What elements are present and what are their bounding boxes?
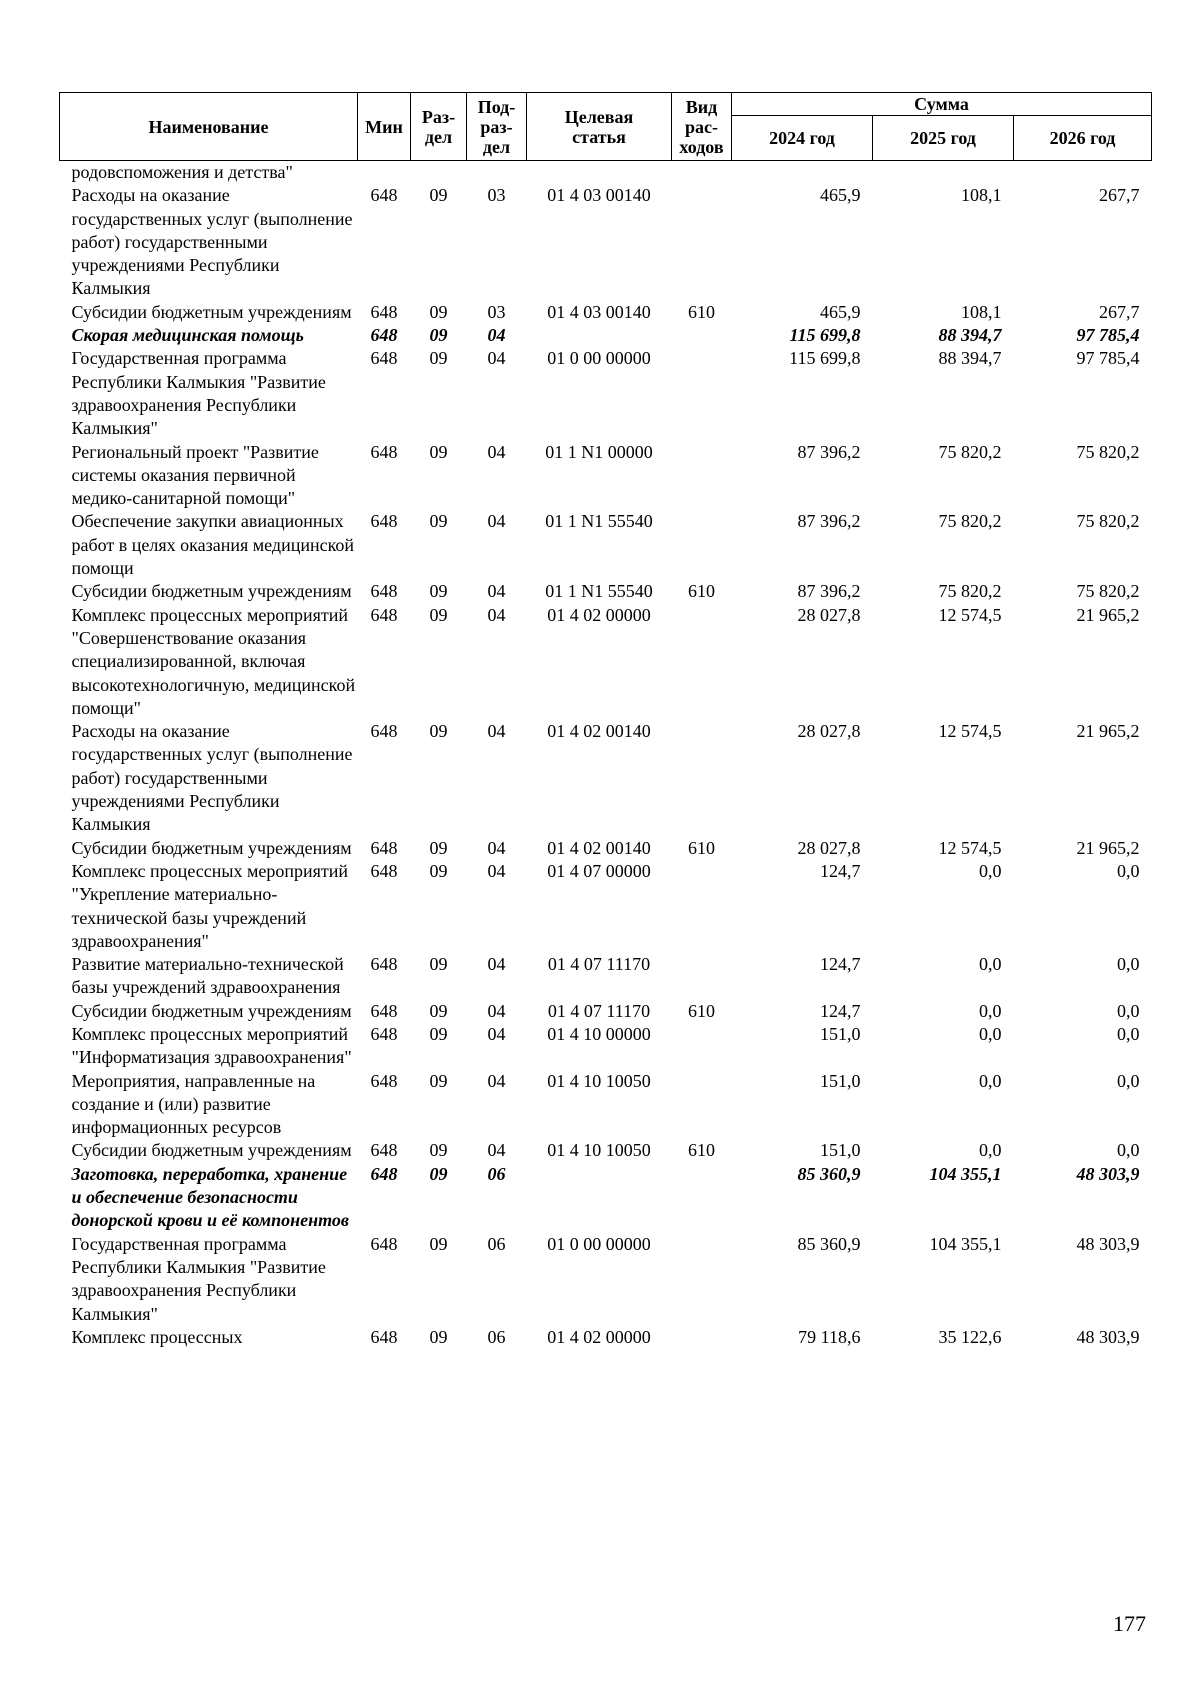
row-amount-2024: 151,0 (820, 1070, 861, 1091)
row-subsection: 06 (487, 1233, 506, 1254)
table-row (60, 1163, 1152, 1233)
row-expense-type (672, 860, 732, 953)
table-row (60, 604, 1152, 720)
row-name: Комплекс процессных мероприятий "Информатизация здравоохранения" (71, 1023, 352, 1068)
row-section: 09 (429, 604, 448, 625)
row-subsection: 04 (487, 1023, 506, 1044)
row-amount-2024: 85 360,9 (797, 1233, 861, 1254)
header-target-article: Целевая статья (527, 93, 672, 161)
table-row (60, 860, 1152, 953)
row-name: Мероприятия, направленные на создание и (или) развитие информационных ресурсов (71, 1070, 316, 1138)
table-row (60, 1233, 1152, 1326)
row-amount-2025: 0,0 (979, 860, 1002, 881)
row-ministry: 648 (370, 441, 398, 462)
row-amount-2025: 75 820,2 (938, 511, 1002, 532)
header-podrazdel: Под- раз- дел (467, 93, 527, 161)
row-ministry: 648 (370, 348, 398, 369)
row-amount-2025: 12 574,5 (938, 837, 1002, 858)
row-name: Расходы на оказание государственных услуг (выполнение работ) государственными учреждениями Республики Калмыкия (71, 185, 353, 299)
row-target-article: 01 1 N1 00000 (545, 441, 653, 462)
header-name: Наименование (60, 93, 358, 161)
row-amount-2025: 88 394,7 (938, 348, 1002, 369)
row-expense-type (672, 510, 732, 580)
row-ministry: 648 (370, 1000, 398, 1021)
table-row (60, 510, 1152, 580)
row-amount-2024: 28 027,8 (797, 837, 861, 858)
budget-document (59, 92, 1151, 1349)
row-amount-2024: 87 396,2 (797, 581, 861, 602)
row-amount-2024: 115 699,8 (789, 348, 861, 369)
row-amount-2025: 104 355,1 (929, 1163, 1002, 1184)
row-target-article: 01 4 10 10050 (547, 1070, 651, 1091)
row-target-article (527, 324, 672, 347)
row-name: Комплекс процессных мероприятий "Совершенствование оказания специализированной, включая высокотехнологичную, медицинской помощи" (71, 604, 356, 718)
row-amount-2025: 12 574,5 (938, 604, 1002, 625)
row-expense-type (672, 953, 732, 1000)
table-row (60, 1000, 1152, 1023)
row-amount-2024: 124,7 (820, 954, 861, 975)
row-subsection (467, 161, 527, 185)
row-ministry: 648 (370, 1163, 398, 1184)
row-amount-2026: 97 785,4 (1076, 325, 1140, 346)
row-ministry: 648 (370, 721, 398, 742)
row-expense-type: 610 (688, 301, 715, 322)
row-target-article: 01 1 N1 55540 (545, 581, 653, 602)
row-expense-type: 610 (688, 1000, 715, 1021)
row-amount-2025: 35 122,6 (938, 1326, 1002, 1347)
row-name: Комплекс процессных мероприятий "Укрепление материально-технической базы учреждений здравоохранения" (71, 860, 349, 951)
table-row (60, 1139, 1152, 1162)
row-amount-2026: 21 965,2 (1076, 837, 1140, 858)
row-name: Субсидии бюджетным учреждениям (71, 581, 352, 602)
row-ministry: 648 (370, 581, 398, 602)
row-section: 09 (429, 1000, 448, 1021)
row-amount-2026: 48 303,9 (1076, 1163, 1140, 1184)
row-amount-2025: 108,1 (961, 185, 1002, 206)
row-section: 09 (429, 1233, 448, 1254)
row-ministry: 648 (370, 604, 398, 625)
row-ministry: 648 (370, 511, 398, 532)
row-amount-2026: 97 785,4 (1076, 348, 1140, 369)
row-section: 09 (429, 301, 448, 322)
row-amount-2026: 0,0 (1117, 1070, 1140, 1091)
row-section: 09 (429, 1163, 448, 1184)
row-subsection: 04 (487, 954, 506, 975)
row-subsection: 04 (487, 721, 506, 742)
row-expense-type (672, 441, 732, 511)
row-name: Субсидии бюджетным учреждениям (71, 837, 352, 858)
row-amount-2026: 21 965,2 (1076, 721, 1140, 742)
row-amount-2026: 0,0 (1117, 860, 1140, 881)
table-row (60, 1070, 1152, 1140)
row-target-article: 01 0 00 00000 (547, 348, 651, 369)
row-subsection: 04 (487, 1070, 506, 1091)
row-target-article (527, 1163, 672, 1233)
table-row (60, 720, 1152, 836)
row-subsection: 06 (487, 1326, 506, 1347)
row-subsection: 04 (487, 1000, 506, 1021)
table-row (60, 441, 1152, 511)
row-name: родовспоможения и детства" (71, 162, 293, 182)
row-target-article: 01 4 02 00140 (547, 721, 651, 742)
row-expense-type (672, 604, 732, 720)
row-section: 09 (429, 837, 448, 858)
row-name: Комплекс процессных (71, 1326, 243, 1347)
row-subsection: 04 (487, 581, 506, 602)
row-target-article: 01 4 03 00140 (547, 301, 651, 322)
row-amount-2024: 124,7 (820, 1000, 861, 1021)
row-amount-2026: 48 303,9 (1076, 1233, 1140, 1254)
row-subsection: 04 (487, 1140, 506, 1161)
header-razdel: Раз- дел (411, 93, 467, 161)
row-subsection: 03 (487, 301, 506, 322)
row-amount-2026: 48 303,9 (1076, 1326, 1140, 1347)
header-year-2025: 2025 год (873, 116, 1014, 161)
row-amount-2026: 0,0 (1117, 1140, 1140, 1161)
row-amount-2024: 28 027,8 (797, 604, 861, 625)
row-amount-2025 (873, 161, 1014, 185)
row-section: 09 (429, 1326, 448, 1347)
row-section: 09 (429, 1023, 448, 1044)
row-section: 09 (429, 348, 448, 369)
row-amount-2025: 0,0 (979, 1023, 1002, 1044)
row-amount-2025: 12 574,5 (938, 721, 1002, 742)
row-amount-2026 (1014, 161, 1152, 185)
table-body (60, 161, 1152, 1350)
row-target-article: 01 4 02 00140 (547, 837, 651, 858)
row-section: 09 (429, 185, 448, 206)
table-row (60, 1326, 1152, 1349)
row-ministry: 648 (370, 837, 398, 858)
row-target-article: 01 4 02 00000 (547, 1326, 651, 1347)
row-name: Субсидии бюджетным учреждениям (71, 1140, 352, 1161)
row-target-article: 01 4 07 11170 (547, 1000, 651, 1021)
header-min: Мин (358, 93, 411, 161)
table-row (60, 837, 1152, 860)
row-name: Государственная программа Республики Калмыкия "Развитие здравоохранения Республики Калмыкия" (71, 1233, 326, 1324)
row-section: 09 (429, 581, 448, 602)
row-amount-2026: 21 965,2 (1076, 604, 1140, 625)
row-subsection: 04 (487, 604, 506, 625)
row-expense-type (672, 347, 732, 440)
row-subsection: 04 (487, 837, 506, 858)
header-expense-type: Вид рас- ходов (672, 93, 732, 161)
row-section: 09 (429, 860, 448, 881)
row-amount-2026: 267,7 (1099, 185, 1140, 206)
row-target-article (527, 161, 672, 185)
row-amount-2024: 115 699,8 (789, 325, 861, 346)
row-name: Субсидии бюджетным учреждениям (71, 1000, 352, 1021)
row-amount-2024: 124,7 (820, 860, 861, 881)
row-amount-2026: 267,7 (1099, 301, 1140, 322)
row-amount-2024: 85 360,9 (797, 1163, 861, 1184)
row-expense-type (672, 1326, 732, 1349)
row-name: Региональный проект "Развитие системы оказания первичной медико-санитарной помощи" (71, 441, 319, 509)
row-expense-type (672, 1163, 732, 1233)
row-target-article: 01 1 N1 55540 (545, 511, 653, 532)
row-amount-2024: 465,9 (820, 301, 861, 322)
table-row (60, 580, 1152, 603)
table-row (60, 324, 1152, 347)
table-header (60, 93, 1152, 161)
row-amount-2024: 151,0 (820, 1023, 861, 1044)
table-row (60, 1023, 1152, 1070)
row-section: 09 (429, 1070, 448, 1091)
row-expense-type (672, 324, 732, 347)
row-expense-type (672, 184, 732, 300)
row-ministry: 648 (370, 860, 398, 881)
table-row (60, 347, 1152, 440)
row-section: 09 (429, 325, 448, 346)
row-amount-2024: 28 027,8 (797, 721, 861, 742)
row-amount-2024: 79 118,6 (798, 1326, 861, 1347)
page-number: 177 (1113, 1611, 1146, 1636)
row-name: Развитие материально-технической базы учреждений здравоохранения (71, 954, 344, 998)
row-target-article: 01 0 00 00000 (547, 1233, 651, 1254)
row-amount-2024: 151,0 (820, 1140, 861, 1161)
row-target-article: 01 4 03 00140 (547, 185, 651, 206)
row-section: 09 (429, 441, 448, 462)
row-expense-type: 610 (688, 581, 715, 602)
row-amount-2025: 0,0 (979, 1000, 1002, 1021)
row-ministry: 648 (370, 1023, 398, 1044)
row-ministry: 648 (370, 1140, 398, 1161)
row-name: Скорая медицинская помощь (71, 325, 304, 346)
row-amount-2025: 88 394,7 (938, 325, 1002, 346)
row-subsection: 06 (487, 1163, 506, 1184)
table-row (60, 953, 1152, 1000)
row-expense-type (672, 1023, 732, 1070)
row-target-article: 01 4 10 10050 (547, 1140, 651, 1161)
row-amount-2024: 465,9 (820, 185, 861, 206)
row-ministry: 648 (370, 1233, 398, 1254)
row-name: Заготовка, переработка, хранение и обеспечение безопасности донорской крови и её компонентов (71, 1163, 349, 1231)
row-amount-2026: 75 820,2 (1076, 441, 1140, 462)
row-ministry: 648 (370, 301, 398, 322)
row-amount-2025: 75 820,2 (938, 581, 1002, 602)
row-target-article: 01 4 02 00000 (547, 604, 651, 625)
table-row (60, 161, 1152, 185)
row-amount-2025: 0,0 (979, 1070, 1002, 1091)
row-name: Государственная программа Республики Калмыкия "Развитие здравоохранения Республики Калмыкия" (71, 348, 326, 439)
row-subsection: 04 (487, 860, 506, 881)
row-expense-type: 610 (688, 837, 715, 858)
row-target-article: 01 4 07 11170 (547, 954, 651, 975)
row-amount-2026: 75 820,2 (1076, 511, 1140, 532)
row-expense-type (672, 720, 732, 836)
row-amount-2024 (732, 161, 873, 185)
row-amount-2026: 75 820,2 (1076, 581, 1140, 602)
row-expense-type: 610 (688, 1140, 715, 1161)
row-name: Обеспечение закупки авиационных работ в целях оказания медицинской помощи (71, 511, 355, 579)
row-ministry (358, 161, 411, 185)
budget-table (59, 92, 1152, 1349)
row-amount-2025: 75 820,2 (938, 441, 1002, 462)
row-ministry: 648 (370, 1070, 398, 1091)
row-section: 09 (429, 511, 448, 532)
row-expense-type (672, 161, 732, 185)
row-amount-2026: 0,0 (1117, 1023, 1140, 1044)
row-section: 09 (429, 721, 448, 742)
row-subsection: 04 (487, 511, 506, 532)
row-section (411, 161, 467, 185)
header-year-2024: 2024 год (732, 116, 873, 161)
table-row (60, 301, 1152, 324)
row-amount-2026: 0,0 (1117, 1000, 1140, 1021)
row-ministry: 648 (370, 954, 398, 975)
table-row (60, 184, 1152, 300)
row-amount-2025: 0,0 (979, 954, 1002, 975)
row-name: Расходы на оказание государственных услуг (выполнение работ) государственными учреждениями Республики Калмыкия (71, 721, 353, 835)
row-subsection: 04 (487, 325, 506, 346)
row-amount-2025: 0,0 (979, 1140, 1002, 1161)
row-name: Субсидии бюджетным учреждениям (71, 301, 352, 322)
row-amount-2025: 108,1 (961, 301, 1002, 322)
header-sum: Сумма (732, 93, 1152, 116)
row-amount-2026: 0,0 (1117, 954, 1140, 975)
row-section: 09 (429, 954, 448, 975)
row-section: 09 (429, 1140, 448, 1161)
row-subsection: 03 (487, 185, 506, 206)
row-amount-2024: 87 396,2 (797, 441, 861, 462)
row-amount-2025: 104 355,1 (929, 1233, 1002, 1254)
row-expense-type (672, 1233, 732, 1326)
row-target-article: 01 4 10 00000 (547, 1023, 651, 1044)
row-ministry: 648 (370, 325, 398, 346)
row-ministry: 648 (370, 185, 398, 206)
header-year-2026: 2026 год (1014, 116, 1152, 161)
row-target-article: 01 4 07 00000 (547, 860, 651, 881)
row-expense-type (672, 1070, 732, 1140)
row-ministry: 648 (370, 1326, 398, 1347)
row-subsection: 04 (487, 348, 506, 369)
row-subsection: 04 (487, 441, 506, 462)
row-amount-2024: 87 396,2 (797, 511, 861, 532)
